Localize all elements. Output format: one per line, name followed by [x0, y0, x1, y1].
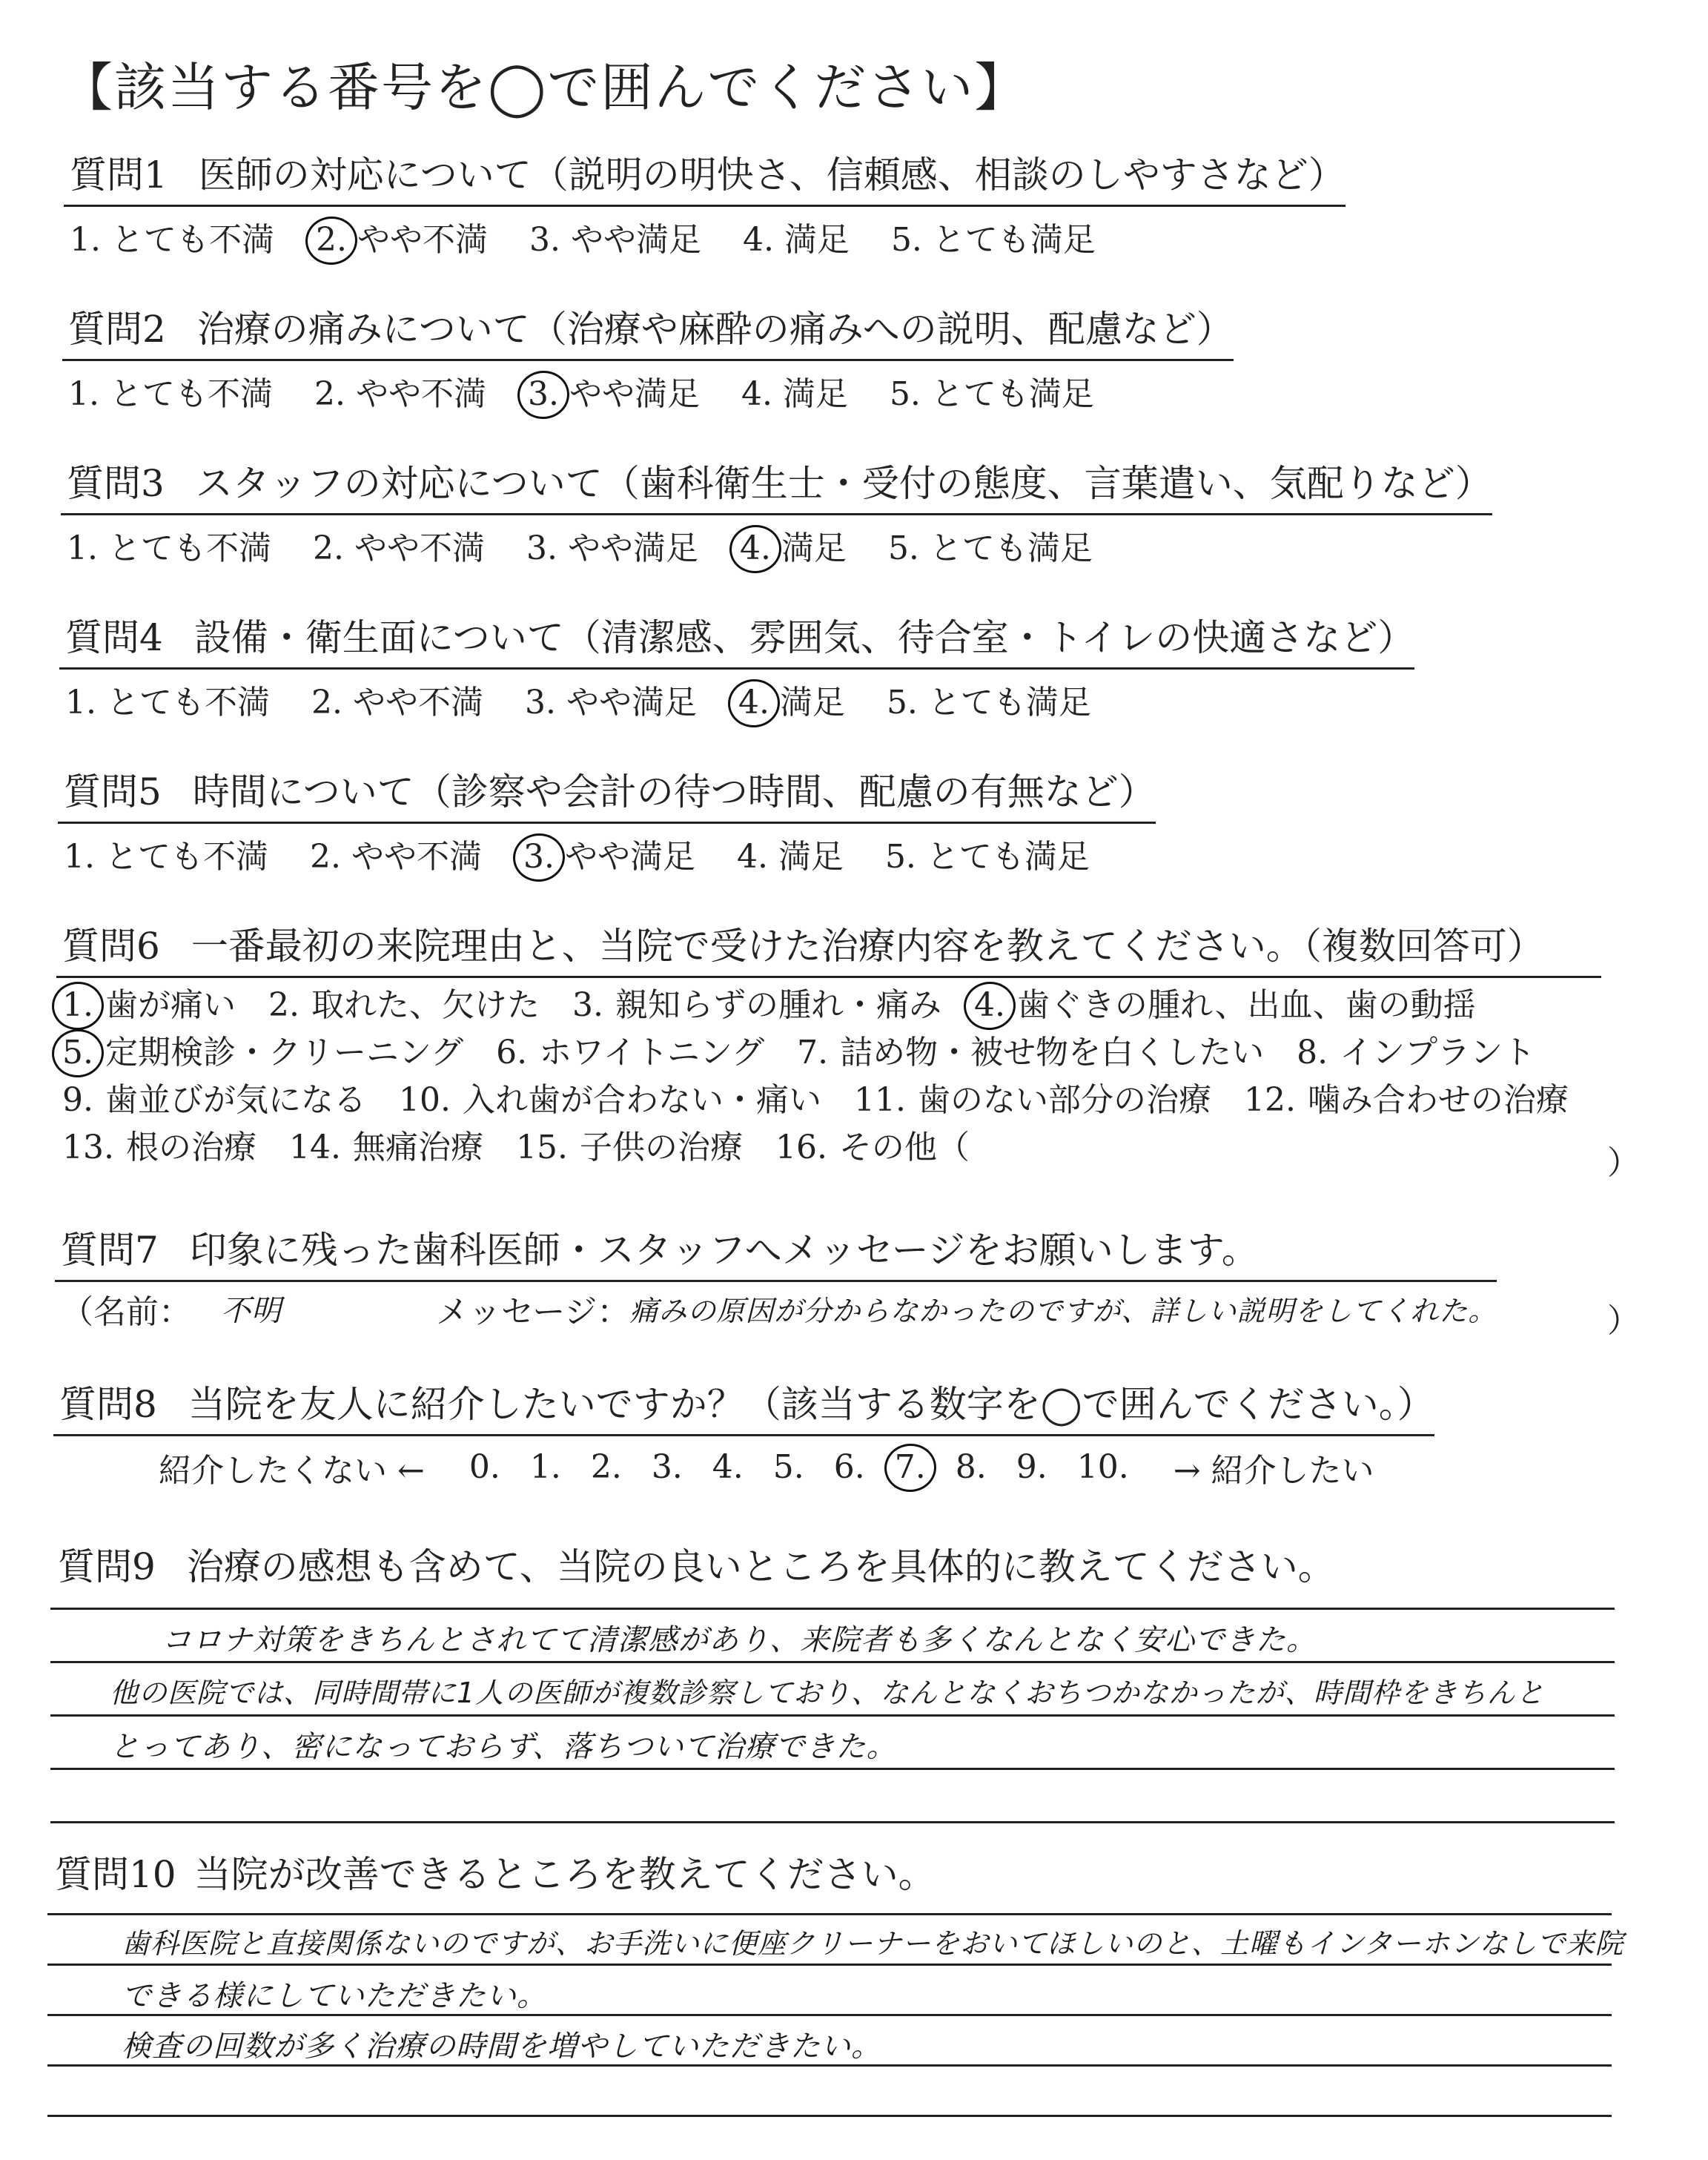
rating-options [61, 521, 1492, 569]
option-number: 5. [886, 683, 918, 721]
option-number: 5. [772, 1448, 804, 1486]
reason-row [62, 1073, 1601, 1120]
scale-option-2[interactable] [591, 1448, 622, 1486]
rating-option-2[interactable] [313, 521, 485, 569]
question-label: 質問4 [65, 616, 163, 659]
option-number: 5. [62, 1033, 93, 1071]
question-3-title [61, 460, 1492, 515]
scale-option-8[interactable] [956, 1448, 987, 1486]
option-label: とても不満 [105, 837, 268, 876]
page-header: 【該当する番号を◯で囲んでください】 [61, 57, 1028, 118]
option-number: 4. [742, 220, 774, 259]
option-number: 3. [524, 683, 556, 721]
rating-option-1[interactable] [70, 213, 274, 260]
option-number: 10. [398, 1080, 451, 1119]
option-label: やや満足 [567, 529, 698, 567]
option-label: やや不満 [357, 220, 488, 259]
reason-row [62, 1120, 1601, 1168]
option-number: 8. [1297, 1033, 1328, 1071]
rating-option-3[interactable] [528, 367, 700, 415]
rating-option-4[interactable] [738, 676, 845, 723]
option-label: 定期検診・クリーニング [105, 1033, 464, 1071]
option-label: とても満足 [932, 220, 1096, 259]
rating-options [62, 367, 1234, 415]
option-number: 14. [288, 1128, 341, 1166]
option-number: 3. [526, 529, 557, 567]
rating-option-5[interactable] [887, 676, 1091, 723]
reason-option-6[interactable] [496, 1025, 764, 1073]
question-text: 当院を友人に紹介したいですか？（該当する数字を◯で囲んでください。） [188, 1383, 1434, 1426]
rating-option-2[interactable] [314, 367, 486, 415]
recommend-scale [53, 1444, 1434, 1491]
name-label: （名前： [61, 1292, 191, 1331]
reason-option-14[interactable] [289, 1120, 483, 1168]
question-label: 質問7 [61, 1229, 159, 1272]
question-text: 印象に残った歯科医師・スタッフへメッセージをお願いします。 [189, 1229, 1259, 1272]
option-number: 4. [973, 985, 1005, 1024]
option-label: やや不満 [354, 529, 485, 567]
option-label: とても不満 [110, 220, 274, 259]
good-points-answer[interactable] [50, 1608, 1615, 1830]
rating-option-3[interactable] [526, 521, 698, 569]
question-5 [58, 769, 1156, 877]
option-number: 1. [70, 220, 101, 259]
option-number: 0. [469, 1448, 500, 1486]
rating-option-1[interactable] [64, 830, 268, 877]
option-number: 1. [67, 529, 98, 567]
option-number: 9. [1016, 1448, 1047, 1486]
option-label: やや不満 [351, 837, 482, 876]
option-label: やや満足 [564, 837, 695, 876]
scale-right-label: → 紹介したい [1173, 1451, 1374, 1490]
option-label: 満足 [778, 837, 844, 876]
option-number: 3. [529, 220, 560, 259]
answer-line: 検査の回数が多く治療の時間を増やしていただきたい。 [122, 2029, 881, 2064]
option-number: 1. [529, 1448, 561, 1486]
option-number: 13. [62, 1128, 114, 1166]
message-row [55, 1282, 1497, 1335]
option-number: 12. [1243, 1080, 1296, 1119]
message-close-paren: ） [1607, 1302, 1640, 1340]
question-8 [53, 1381, 1434, 1491]
question-label: 質問1 [70, 153, 168, 196]
option-number: 2. [311, 683, 342, 721]
rating-option-2[interactable] [311, 676, 483, 723]
scale-left-label: 紹介したくない ← [159, 1451, 425, 1490]
option-label: 無痛治療 [352, 1128, 483, 1166]
reason-option-4[interactable] [974, 978, 1476, 1025]
question-text: 医師の対応について（説明の明快さ、信頼感、相談のしやすさなど） [198, 153, 1345, 196]
option-number: 2. [268, 985, 299, 1024]
option-label: とても満足 [927, 683, 1091, 721]
scale-option-5[interactable] [773, 1448, 804, 1486]
reason-option-10[interactable] [399, 1073, 821, 1120]
rating-option-2[interactable] [316, 213, 488, 260]
rating-option-4[interactable] [740, 521, 847, 569]
option-label: インプラント [1340, 1033, 1536, 1071]
option-number: 7. [797, 1033, 829, 1071]
scale-option-3[interactable] [652, 1448, 683, 1486]
answer-line: とってあり、密になっておらず、落ちついて治療できた。 [110, 1730, 897, 1764]
reason-option-11[interactable] [854, 1073, 1211, 1120]
option-label: 根の治療 [125, 1128, 256, 1166]
reason-option-7[interactable] [797, 1025, 1264, 1073]
other-close-paren: ） [1607, 1144, 1640, 1182]
scale-option-9[interactable] [1016, 1448, 1047, 1486]
question-text: 設備・衛生面について（清潔感、雰囲気、待合室・トイレの快適さなど） [193, 616, 1415, 659]
option-number: 5. [884, 837, 916, 876]
option-number: 4. [736, 837, 768, 876]
reason-option-2[interactable] [268, 978, 540, 1025]
question-label: 質問6 [62, 925, 160, 968]
question-5-title [58, 769, 1156, 824]
rating-option-5[interactable] [891, 213, 1096, 260]
option-number: 2. [315, 220, 347, 259]
question-text: スタッフの対応について（歯科衛生士・受付の態度、言葉遣い、気配りなど） [195, 462, 1492, 505]
reason-option-15[interactable] [516, 1120, 743, 1168]
question-6-title [56, 923, 1601, 978]
message-label: メッセージ： [436, 1292, 630, 1331]
option-label: 満足 [782, 374, 848, 413]
option-number: 10. [1076, 1448, 1129, 1486]
name-field[interactable]: 不明 [221, 1294, 282, 1328]
reason-row [62, 1025, 1601, 1073]
rating-option-1[interactable] [67, 521, 271, 569]
reason-option-8[interactable] [1297, 1025, 1535, 1073]
question-7 [55, 1227, 1497, 1335]
reason-option-1[interactable] [62, 978, 236, 1025]
option-number: 5. [889, 374, 921, 413]
question-4-title [59, 615, 1414, 670]
rating-option-2[interactable] [310, 830, 482, 877]
rating-option-4[interactable] [741, 367, 848, 415]
option-label: 親知らずの腫れ・痛み [615, 985, 941, 1024]
reason-option-13[interactable] [62, 1120, 256, 1168]
question-label: 質問8 [59, 1383, 157, 1426]
question-label: 質問10 [55, 1853, 176, 1896]
scale-option-1[interactable] [530, 1448, 561, 1486]
option-number: 8. [955, 1448, 987, 1486]
rating-option-3[interactable] [523, 830, 695, 877]
option-label: 入れ歯が合わない・痛い [462, 1080, 821, 1119]
option-label: 詰め物・被せ物を白くしたい [840, 1033, 1265, 1071]
option-number: 3. [527, 374, 559, 413]
scale-option-6[interactable] [834, 1448, 865, 1486]
scale-option-10[interactable] [1077, 1448, 1129, 1486]
option-label: 歯が痛い [105, 985, 236, 1024]
question-text: 当院が改善できるところを教えてください。 [193, 1853, 936, 1896]
option-number: 1. [68, 374, 99, 413]
option-label: 噛み合わせの治療 [1307, 1080, 1569, 1119]
reason-option-12[interactable] [1244, 1073, 1569, 1120]
scale-option-4[interactable] [712, 1448, 744, 1486]
rating-options [59, 676, 1414, 723]
option-number: 11. [853, 1080, 906, 1119]
question-3 [61, 460, 1492, 569]
question-2 [62, 306, 1234, 415]
option-number: 3. [651, 1448, 683, 1486]
question-10 [49, 1845, 936, 1898]
option-label: やや満足 [566, 683, 697, 721]
option-label: とても満足 [929, 529, 1093, 567]
rating-option-5[interactable] [890, 367, 1094, 415]
option-label: 満足 [781, 529, 847, 567]
option-number: 1. [64, 837, 95, 876]
question-2-title [62, 306, 1234, 361]
answer-line: 歯科医院と直接関係ないのですが、お手洗いに便座クリーナーをおいてほしいのと、土曜もインターホンなしで来院 [122, 1927, 1624, 1960]
message-field[interactable]: 痛みの原因が分からなかったのですが、詳しい説明をしてくれた。 [629, 1295, 1497, 1327]
option-number: 3. [523, 837, 555, 876]
scale-option-0[interactable] [469, 1448, 500, 1486]
rating-options [64, 213, 1345, 260]
option-number: 9. [62, 1080, 93, 1119]
rating-option-1[interactable] [68, 367, 273, 415]
rating-option-4[interactable] [743, 213, 850, 260]
option-number: 1. [62, 985, 93, 1024]
question-1-title [64, 152, 1345, 207]
option-number: 4. [739, 529, 771, 567]
question-label: 質問3 [67, 462, 165, 505]
question-1 [64, 152, 1345, 260]
question-text: 一番最初の来院理由と、当院で受けた治療内容を教えてください。（複数回答可） [191, 925, 1544, 968]
question-7-title [55, 1227, 1497, 1282]
option-label: とても満足 [930, 374, 1094, 413]
rating-option-3[interactable] [529, 213, 701, 260]
option-label: 歯並びが気になる [105, 1080, 366, 1119]
answer-line: コロナ対策をきちんとされてて清潔感があり、来院者も多くなんとなく安心できた。 [162, 1623, 1317, 1657]
question-9-title [52, 1537, 1335, 1591]
question-10-title [49, 1845, 936, 1898]
option-label: 歯のない部分の治療 [917, 1080, 1211, 1119]
rating-option-4[interactable] [737, 830, 844, 877]
option-number: 4. [738, 683, 769, 721]
option-label: 満足 [784, 220, 850, 259]
option-number: 2. [312, 529, 344, 567]
answer-line: できる様にしていただきたい。 [122, 1979, 547, 2013]
option-number: 5. [887, 529, 919, 567]
option-label: 子供の治療 [579, 1128, 743, 1166]
option-label: とても不満 [106, 683, 270, 721]
question-label: 質問2 [68, 308, 166, 351]
improvement-answer[interactable] [47, 1913, 1624, 2128]
option-label: やや満足 [569, 374, 700, 413]
question-text: 治療の感想も含めて、当院の良いところを具体的に教えてください。 [186, 1545, 1335, 1588]
rating-option-5[interactable] [888, 521, 1093, 569]
rating-options [58, 830, 1156, 877]
question-text: 治療の痛みについて（治療や麻酔の痛みへの説明、配慮など） [196, 308, 1234, 351]
reason-option-16[interactable] [775, 1120, 970, 1168]
option-number: 2. [309, 837, 341, 876]
option-label: とても不満 [107, 529, 271, 567]
option-label: 歯ぐきの腫れ、出血、歯の動揺 [1016, 985, 1476, 1024]
option-number: 5. [890, 220, 922, 259]
option-number: 4. [741, 374, 772, 413]
option-number: 2. [314, 374, 345, 413]
option-label: とても満足 [926, 837, 1090, 876]
reason-row [62, 978, 1601, 1025]
question-label: 質問5 [64, 770, 162, 813]
question-8-title [53, 1381, 1434, 1436]
option-number: 16. [775, 1128, 827, 1166]
question-text: 時間について（診察や会計の待つ時間、配慮の有無など） [192, 770, 1156, 813]
option-label: 満足 [779, 683, 845, 721]
option-number: 6. [833, 1448, 865, 1486]
option-label: その他（ [838, 1128, 970, 1166]
reason-options [56, 978, 1601, 1168]
option-label: やや不満 [352, 683, 483, 721]
option-label: やや満足 [570, 220, 701, 259]
reason-option-9[interactable] [62, 1073, 366, 1120]
question-9 [52, 1537, 1335, 1591]
rating-option-3[interactable] [525, 676, 697, 723]
question-label: 質問9 [58, 1545, 156, 1588]
option-number: 2. [590, 1448, 622, 1486]
option-number: 15. [515, 1128, 568, 1166]
option-label: とても不満 [109, 374, 273, 413]
reason-option-5[interactable] [62, 1025, 463, 1073]
option-label: 取れた、欠けた [311, 985, 540, 1024]
option-number: 4. [712, 1448, 744, 1486]
option-number: 3. [572, 985, 603, 1024]
rating-option-5[interactable] [885, 830, 1090, 877]
answer-line: 他の医院では、同時間帯に1人の医師が複数診察しており、なんとなくおちつかなかったが、時間枠をきちんと [110, 1677, 1545, 1709]
scale-option-7[interactable] [895, 1448, 926, 1486]
question-6 [56, 923, 1601, 1168]
option-number: 7. [894, 1448, 926, 1486]
option-number: 1. [65, 683, 96, 721]
reason-option-3[interactable] [572, 978, 941, 1025]
question-4 [59, 615, 1414, 723]
option-label: ホワイトニング [539, 1033, 765, 1071]
option-number: 6. [496, 1033, 528, 1071]
rating-option-1[interactable] [65, 676, 270, 723]
option-label: やや不満 [355, 374, 486, 413]
